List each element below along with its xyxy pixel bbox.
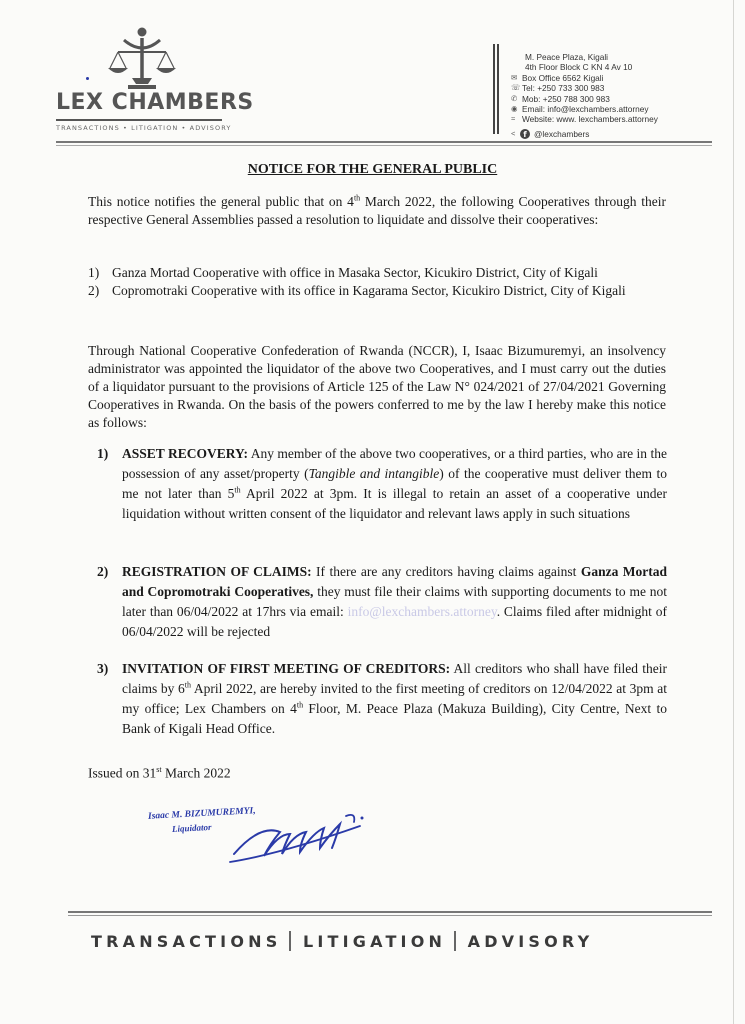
- telephone-icon: ☏: [511, 83, 521, 93]
- list-item: 1) Ganza Mortad Cooperative with office in Masaka Sector, Kicukiro District, City of Kigali: [88, 265, 598, 280]
- list-item: 2) Copromotraki Cooperative with its office in Kagarama Sector, Kicukiro District, City of Kigali: [88, 283, 626, 298]
- facebook-icon: f: [520, 129, 530, 139]
- mobile-phone-icon: ✆: [511, 93, 518, 103]
- tel-text: Tel: +250 733 300 983: [522, 83, 605, 94]
- email-row: [511, 104, 721, 114]
- footer-transactions: TRANSACTIONS: [91, 931, 282, 951]
- scan-edge-line: [733, 0, 734, 1024]
- header-rule-thin: [56, 145, 712, 146]
- address-line-1: M. Peace Plaza, Kigali: [525, 52, 609, 62]
- scales-of-justice-icon: [104, 26, 180, 92]
- registration-heading: REGISTRATION OF CLAIMS:: [122, 564, 312, 579]
- intro-paragraph: This notice notifies the general public that on 4th March 2022, the following Cooperatives through their respective General Assemblies passed a resolution to liquidate and dissolve their cooperatives:: [88, 193, 666, 227]
- mailbox-icon: ✉: [511, 72, 518, 82]
- social-handle: @lexchambers: [534, 128, 590, 139]
- footer-rule: [68, 911, 712, 913]
- notice-title: NOTICE FOR THE GENERAL PUBLIC: [247, 162, 498, 177]
- tel-row: [511, 83, 721, 93]
- first-meeting-heading: INVITATION OF FIRST MEETING OF CREDITORS:: [122, 661, 451, 676]
- email-text: Email: info@lexchambers.attorney: [522, 103, 649, 114]
- logo-tagline: TRANSACTIONS • LITIGATION • ADVISORY: [56, 124, 232, 132]
- header-divider: [497, 44, 499, 134]
- signatory-role: Liquidator: [171, 821, 212, 835]
- ink-dot: [86, 77, 89, 80]
- mob-row: [511, 94, 721, 104]
- share-icon: <: [511, 128, 516, 138]
- lex-chambers-logo: [52, 26, 254, 138]
- box-office-row: [511, 73, 721, 83]
- logo-name: LEX CHAMBERS: [56, 90, 254, 115]
- first-meeting-item: 3) INVITATION OF FIRST MEETING OF CREDITORS: All creditors who shall have filed their claims by 6th April 2022, are hereby invited to the first meeting of creditors on 12/04/2022 at 3pm at my office; Lex Chambers on 4th Floor, M. Peace Plaza (Makuza Building), City Centre, Next to Bank of Kigali Head Office.: [97, 661, 668, 736]
- footer-separator: [454, 931, 456, 951]
- wifi-icon: ≈: [511, 114, 516, 124]
- website-row: [511, 114, 721, 124]
- social-row: [511, 128, 721, 140]
- box-office-text: Box Office 6562 Kigali: [522, 72, 604, 83]
- asset-recovery-heading: ASSET RECOVERY:: [122, 446, 249, 461]
- issued-date: Issued on 31st March 2022: [88, 765, 231, 781]
- contact-block: [511, 52, 721, 140]
- location-pin-icon: ◉: [511, 103, 518, 113]
- address-line-2: 4th Floor Block C KN 4 Av 10: [525, 62, 633, 73]
- cooperatives-list: [88, 264, 666, 300]
- email-link[interactable]: info@lexchambers.attorney: [347, 604, 497, 619]
- mob-text: Mob: +250 788 300 983: [522, 93, 610, 104]
- header-rule: [56, 141, 712, 143]
- logo-rule: [56, 119, 222, 121]
- registration-of-claims-item: 2) REGISTRATION OF CLAIMS: If there are any creditors having claims against Ganza Mortad and Copromotraki Cooperatives, they must file their claims with supporting documents to me not later than 06/04/2022 at 17hrs via email: info@lexchambers.attorney. Claims filed after midnight of 06/04/2022 will be rejected: [97, 564, 668, 639]
- signatory-name: Isaac M. BIZUMUREMYI,: [147, 806, 256, 822]
- asset-recovery-item: 1) ASSET RECOVERY: Any member of the above two cooperatives, or a third parties, who are in the possession of any asset/property (Tangible and intangible) of the cooperative must deliver them to me not later than 5th April 2022 at 3pm. It is illegal to retain an asset of a cooperative under liquidation without written consent of the liquidator and relevant laws apply in such situations: [97, 446, 667, 521]
- handwritten-signature: [220, 804, 370, 874]
- footer-rule-thin: [68, 915, 712, 916]
- footer-advisory: ADVISORY: [467, 931, 594, 951]
- footer-litigation: LITIGATION: [302, 931, 447, 951]
- website-text: Website: www. lexchambers.attorney: [522, 114, 658, 125]
- header-divider: [493, 44, 495, 134]
- appointment-paragraph: Through National Cooperative Confederation of Rwanda (NCCR), I, Isaac Bizumuremyi, an insolvency administrator was appointed the liquidator of the above two Cooperatives, and I must carry out the duties of a liquidator pursuant to the provisions of Article 125 of the Law N° 024/2021 of 27/04/2021 Governing Cooperatives in Rwanda. On the basis of the powers conferred to me by the law I hereby make this notice as follows:: [88, 343, 666, 430]
- footer-tagline: [91, 931, 631, 951]
- footer-separator: [289, 931, 291, 951]
